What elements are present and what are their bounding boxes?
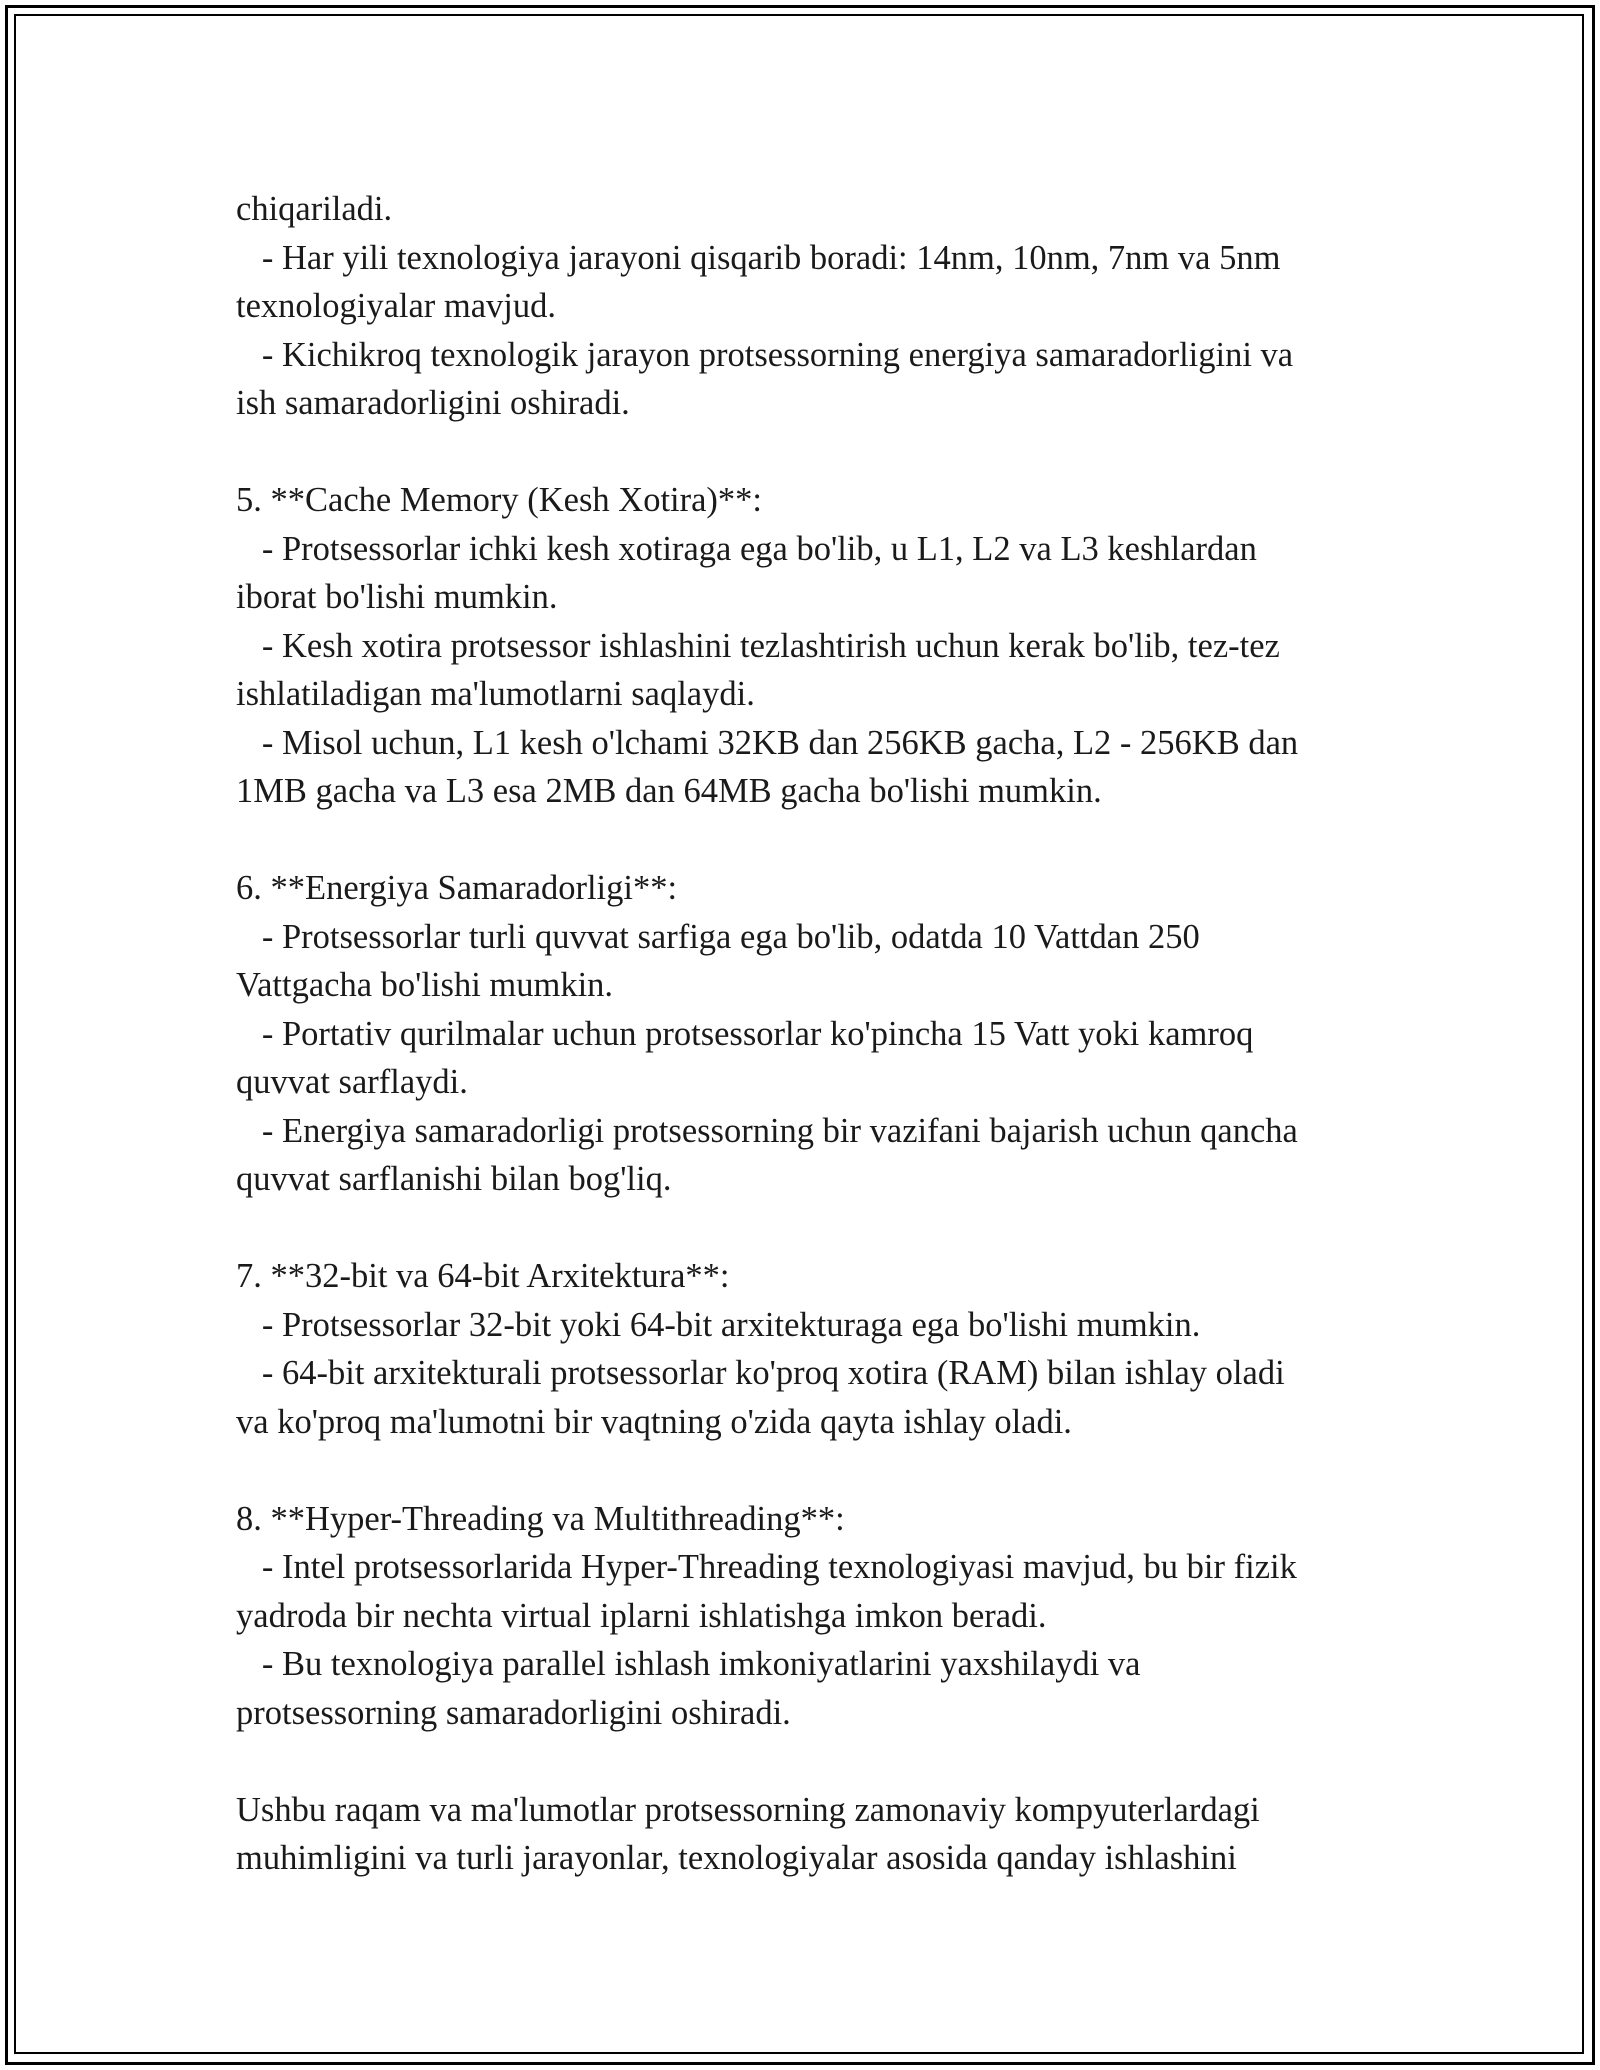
text-line: - Protsessorlar turli quvvat sarfiga ega bo'lib, odatda 10 Vattdan 250 xyxy=(236,917,1200,956)
blank-line xyxy=(236,1446,1386,1495)
text-line: ish samaradorligini oshiradi. xyxy=(236,384,630,422)
text-line: - 64-bit arxitekturali protsessorlar ko'proq xotira (RAM) bilan ishlay oladi xyxy=(236,1354,1285,1392)
text-line: - Kichikroq texnologik jarayon protsessorning energiya samaradorligini va xyxy=(236,335,1294,374)
text-line: 5. **Cache Memory (Kesh Xotira)**: xyxy=(236,481,762,519)
blank-line xyxy=(236,1737,1386,1786)
blank-line xyxy=(236,428,1386,477)
text-line: 6. **Energiya Samaradorligi**: xyxy=(236,869,678,907)
text-line: - Portativ qurilmalar uchun protsessorlar ko'pincha 15 Vatt yoki kamroq xyxy=(236,1014,1254,1053)
text-line: 7. **32-bit va 64-bit Arxitektura**: xyxy=(236,1257,730,1295)
text-line: protsessorning samaradorligini oshiradi. xyxy=(236,1693,791,1732)
text-line: Ushbu raqam va ma'lumotlar protsessorning zamonaviy kompyuterlardagi xyxy=(236,1790,1260,1829)
text-line: quvvat sarflanishi bilan bog'liq. xyxy=(236,1160,672,1198)
text-line: 8. **Hyper-Threading va Multithreading**: xyxy=(236,1499,845,1538)
document-body xyxy=(236,185,1386,1883)
text-line: ishlatiladigan ma'lumotlarni saqlaydi. xyxy=(236,675,755,713)
text-line: - Har yili texnologiya jarayoni qisqarib boradi: 14nm, 10nm, 7nm va 5nm xyxy=(236,238,1281,277)
text-line: muhimligini va turli jarayonlar, texnologiyalar asosida qanday ishlashini xyxy=(236,1839,1237,1877)
text-line: chiqariladi. xyxy=(236,190,393,228)
blank-line xyxy=(236,816,1386,865)
text-line: 1MB gacha va L3 esa 2MB dan 64MB gacha bo'lishi mumkin. xyxy=(236,772,1102,810)
text-line: - Protsessorlar 32-bit yoki 64-bit arxitekturaga ega bo'lishi mumkin. xyxy=(236,1305,1201,1344)
text-line: - Misol uchun, L1 kesh o'lchami 32KB dan 256KB gacha, L2 - 256KB dan xyxy=(236,723,1299,762)
text-line: - Bu texnologiya parallel ishlash imkoniyatlarini yaxshilaydi va xyxy=(236,1645,1141,1683)
text-line: quvvat sarflaydi. xyxy=(236,1063,468,1101)
text-line: - Intel protsessorlarida Hyper-Threading texnologiyasi mavjud, bu bir fizik xyxy=(236,1548,1297,1586)
text-line: texnologiyalar mavjud. xyxy=(236,287,557,325)
text-line: Vattgacha bo'lishi mumkin. xyxy=(236,966,614,1004)
text-line: va ko'proq ma'lumotni bir vaqtning o'zida qayta ishlay oladi. xyxy=(236,1402,1072,1441)
text-line: - Protsessorlar ichki kesh xotiraga ega bo'lib, u L1, L2 va L3 keshlardan xyxy=(236,529,1257,568)
blank-line xyxy=(236,1204,1386,1253)
text-line: - Kesh xotira protsessor ishlashini tezlashtirish uchun kerak bo'lib, tez-tez xyxy=(236,626,1280,665)
text-line: yadroda bir nechta virtual iplarni ishlatishga imkon beradi. xyxy=(236,1596,1047,1635)
text-line: - Energiya samaradorligi protsessorning bir vazifani bajarish uchun qancha xyxy=(236,1111,1298,1150)
text-line: iborat bo'lishi mumkin. xyxy=(236,578,558,616)
